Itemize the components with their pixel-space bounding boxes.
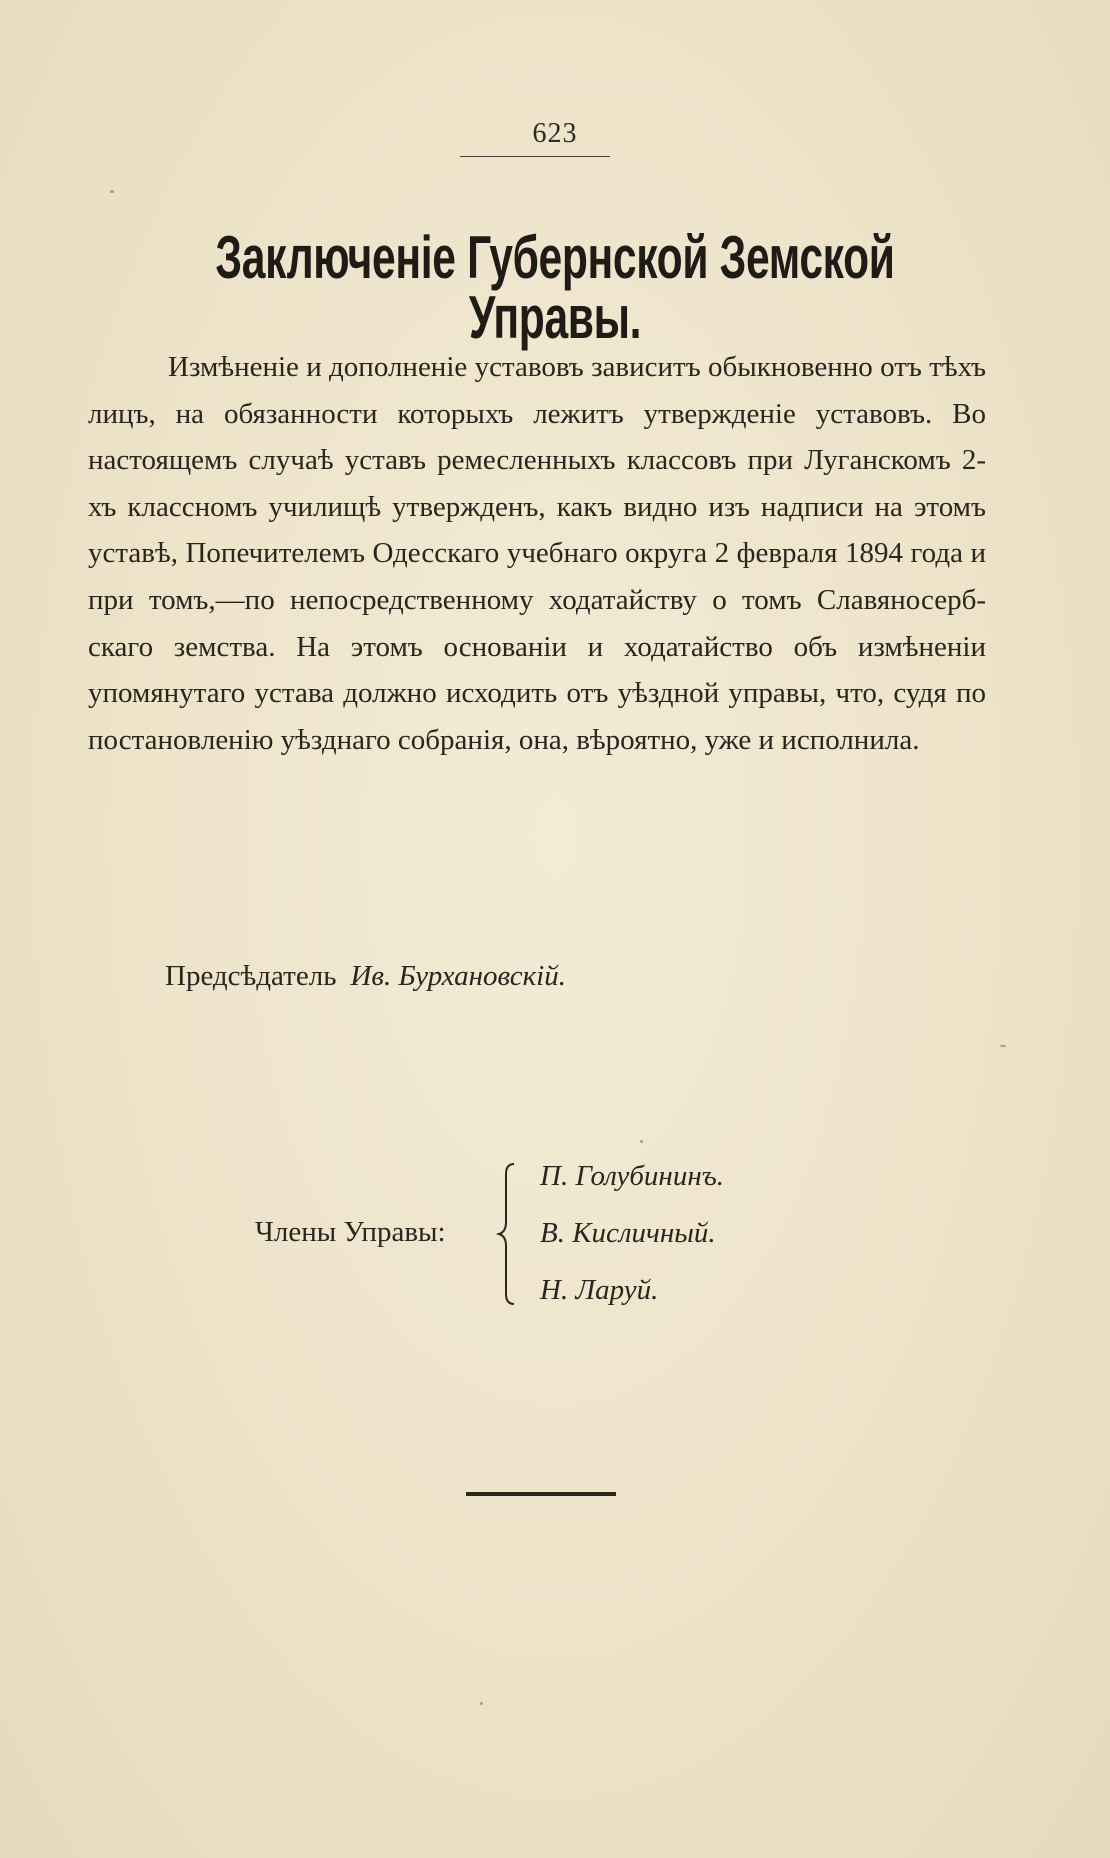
- chairman-label: Предсѣдатель: [165, 960, 337, 992]
- chairman-name: Ив. Бурхановскій.: [350, 960, 566, 992]
- document-title: Заключеніе Губернской Земской Управы.: [215, 224, 895, 351]
- page-number-rule: [460, 156, 610, 157]
- end-rule: [466, 1492, 616, 1496]
- members-label: Члены Управы:: [255, 1216, 446, 1248]
- paper-speck: [110, 190, 114, 193]
- paper-speck: [640, 1140, 643, 1143]
- body-paragraph: Измѣненіе и дополненіе уставовъ зависитъ обыкновенно отъ тѣхъ лицъ, на обязанности которыхъ лежитъ утвержденіе уставовъ. Во настоящемъ случаѣ уставъ ремесленныхъ классовъ при Луганскомъ 2-хъ классномъ училищѣ утвержденъ, какъ видно изъ надписи на этомъ уставѣ, Попечителемъ Одесскаго учебнаго округа 2 февраля 1894 года и при томъ,—по непосредственному ходатайству о томъ Славяносербскаго земства. На этомъ основаніи и ходатайство объ измѣненіи упомянутаго устава должно исходить отъ уѣздной управы, что, судя по постановленію уѣзднаго собранія, она, вѣроятно, уже и исполнила.: [88, 351, 986, 756]
- page-number: 623: [532, 118, 578, 149]
- member-name: Н. Ларуй.: [540, 1274, 659, 1306]
- paper-speck: [480, 1702, 483, 1705]
- paper-speck: [1000, 1045, 1006, 1047]
- brace-icon: [496, 1160, 526, 1308]
- member-name: П. Голубининъ.: [540, 1160, 725, 1192]
- member-name: В. Кисличный.: [540, 1217, 716, 1249]
- chairman-signature-line: [165, 960, 566, 993]
